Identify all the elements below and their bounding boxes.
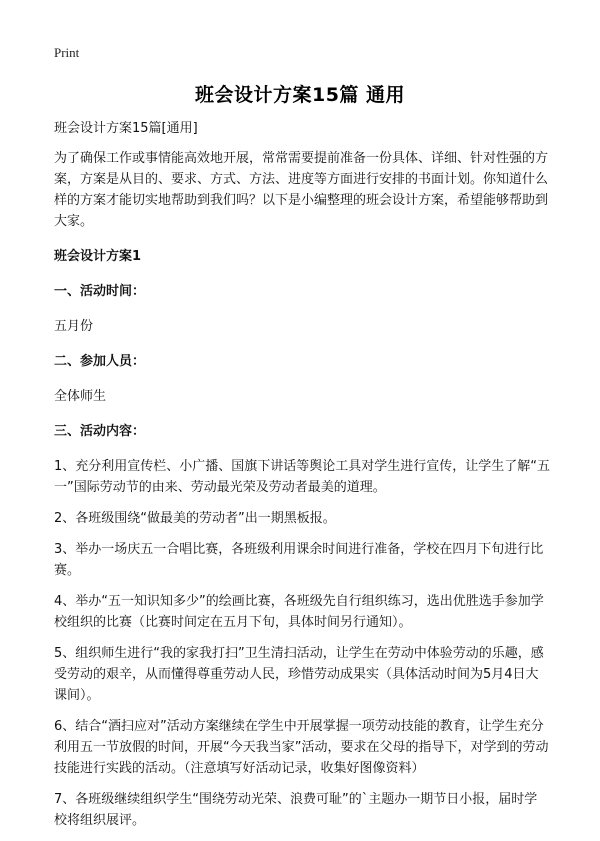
intro-paragraph: 为了确保工作或事情能高效地开展，常常需要提前准备一份具体、详细、针对性强的方案，方案是从目的、要求、方式、方法、进度等方面进行安排的书面计划。你知道什么样的方案才能切实地帮助到我们吗？以下是小编整理的班会设计方案，希望能够帮助到大家。 — [54, 151, 549, 229]
plan-heading: 班会设计方案1 — [54, 249, 142, 264]
document-subtitle: 班会设计方案15篇[通用] — [54, 121, 198, 136]
list-item: 3、举办一场庆五一合唱比赛，各班级利用课余时间进行准备，学校在四月下旬进行比赛。 — [54, 542, 544, 578]
document-title: 班会设计方案15篇 通用 — [194, 84, 406, 106]
section-time-value: 五月份 — [54, 319, 94, 334]
document-body — [54, 118, 550, 841]
list-item: 4、举办“五一知识知多少”的绘画比赛，各班级先自行组织练习，选出优胜选手参加学校组织的比赛（比赛时间定在五月下旬，具体时间另行通知）。 — [54, 594, 544, 630]
section-time-heading: 一、活动时间： — [54, 284, 146, 299]
section-content-heading: 三、活动内容： — [54, 424, 146, 439]
list-item: 1、充分利用宣传栏、小广播、国旗下讲话等舆论工具对学生进行宣传，让学生了解“五一”国际劳动节的由来、劳动最光荣及劳动者最美的道理。 — [54, 459, 551, 495]
list-item: 2、各班级围绕“做最美的劳动者”出一期黑板报。 — [54, 511, 336, 526]
section-people-heading: 二、参加人员： — [54, 354, 146, 369]
print-link[interactable]: Print — [54, 45, 80, 60]
list-item: 5、组织师生进行“我的家我打扫”卫生清扫活动，让学生在劳动中体验劳动的乐趣，感受劳动的艰辛，从而懂得尊重劳动人民，珍惜劳动成果实（具体活动时间为5月4日大课间）。 — [54, 646, 544, 703]
list-item: 7、各班级继续组织学生“围绕劳动光荣、浪费可耻”的`主题办一期节日小报，届时学校将组织展评。 — [54, 792, 538, 828]
list-item: 6、结合“酒扫应对”活动方案继续在学生中开展掌握一项劳动技能的教育，让学生充分利用五一节放假的时间，开展“今天我当家”活动，要求在父母的指导下，对学到的劳动技能进行实践的活动。（注意填写好活动记录，收集好图像资料） — [54, 719, 549, 776]
section-people-value: 全体师生 — [54, 389, 107, 404]
